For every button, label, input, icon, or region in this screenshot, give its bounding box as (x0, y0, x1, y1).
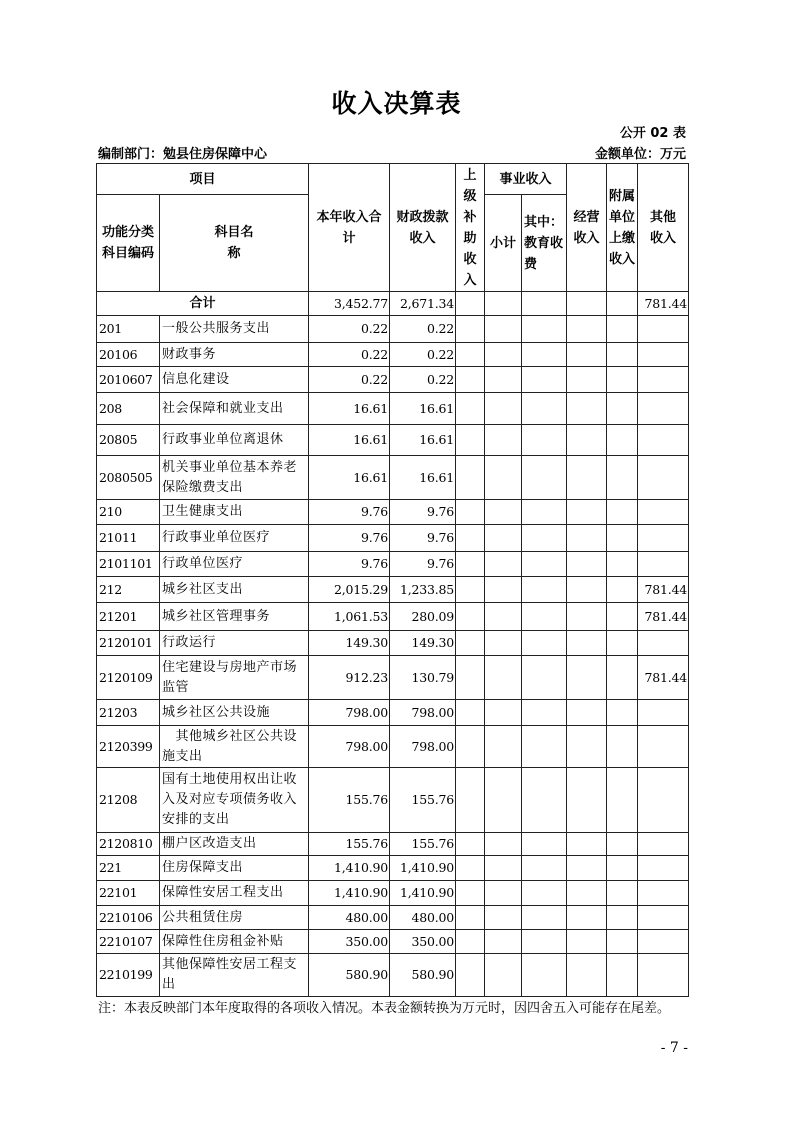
operating-amount (567, 906, 607, 930)
education-fee (522, 856, 567, 881)
business-subtotal (485, 500, 522, 525)
page-number: - 7 - (660, 1040, 688, 1056)
subject-name: 国有土地使用权出让收入及对应专项债务收入安排的支出 (160, 768, 309, 833)
total-amount: 1,061.53 (309, 603, 390, 631)
fiscal-amount: 9.76 (390, 500, 456, 525)
subject-code: 2010607 (97, 367, 160, 393)
affiliated-amount (607, 856, 638, 881)
total-amount: 912.23 (309, 656, 390, 700)
education-fee (522, 316, 567, 343)
operating-amount (567, 768, 607, 833)
superior-amount (456, 425, 485, 456)
subject-name: 公共租赁住房 (160, 906, 309, 930)
other-amount (638, 833, 689, 856)
affiliated-amount (607, 500, 638, 525)
other-amount (638, 768, 689, 833)
table-row (97, 954, 689, 997)
other-amount (638, 954, 689, 997)
education-fee (522, 525, 567, 552)
business-subtotal (485, 393, 522, 425)
business-subtotal (485, 316, 522, 343)
superior-amount (456, 700, 485, 726)
other-amount (638, 856, 689, 881)
business-subtotal (485, 700, 522, 726)
superior-amount (456, 856, 485, 881)
affiliated-amount (607, 656, 638, 700)
header-affiliated: 附属单位上缴收入 (607, 164, 638, 292)
total-amount: 9.76 (309, 552, 390, 577)
total-amount: 1,410.90 (309, 856, 390, 881)
table-row (97, 856, 689, 881)
education-fee (522, 656, 567, 700)
total-fiscal: 2,671.34 (390, 292, 456, 316)
subject-code: 2120399 (97, 726, 160, 768)
business-subtotal (485, 856, 522, 881)
fiscal-amount: 1,410.90 (390, 881, 456, 906)
other-amount (638, 393, 689, 425)
total-amount: 480.00 (309, 906, 390, 930)
department-label: 编制部门：勉县住房保障中心 (98, 147, 268, 162)
business-subtotal (485, 367, 522, 393)
superior-amount (456, 726, 485, 768)
other-amount (638, 930, 689, 954)
total-amount: 9.76 (309, 500, 390, 525)
operating-amount (567, 577, 607, 603)
total-amount: 16.61 (309, 456, 390, 500)
other-amount (638, 425, 689, 456)
operating-amount (567, 631, 607, 656)
header-name: 科目名称 (160, 195, 309, 292)
subject-code: 21201 (97, 603, 160, 631)
superior-amount (456, 456, 485, 500)
table-row (97, 393, 689, 425)
fiscal-amount: 350.00 (390, 930, 456, 954)
operating-amount (567, 367, 607, 393)
table-row (97, 343, 689, 367)
subject-code: 20106 (97, 343, 160, 367)
education-fee (522, 930, 567, 954)
other-amount (638, 367, 689, 393)
operating-amount (567, 316, 607, 343)
header-business: 事业收入 (485, 164, 567, 195)
fiscal-amount: 480.00 (390, 906, 456, 930)
header-fiscal: 财政拨款收入 (390, 164, 456, 292)
fiscal-amount: 0.22 (390, 367, 456, 393)
education-fee (522, 726, 567, 768)
subject-name: 行政事业单位离退休 (160, 425, 309, 456)
operating-amount (567, 500, 607, 525)
table-row (97, 700, 689, 726)
education-fee (522, 500, 567, 525)
operating-amount (567, 833, 607, 856)
superior-amount (456, 316, 485, 343)
superior-amount (456, 768, 485, 833)
education-fee (522, 954, 567, 997)
fiscal-amount: 9.76 (390, 552, 456, 577)
total-row (97, 292, 689, 316)
affiliated-amount (607, 343, 638, 367)
subject-code: 208 (97, 393, 160, 425)
affiliated-amount (607, 930, 638, 954)
education-fee (522, 393, 567, 425)
table-row (97, 930, 689, 954)
operating-amount (567, 656, 607, 700)
subject-name: 城乡社区公共设施 (160, 700, 309, 726)
subject-name: 行政事业单位医疗 (160, 525, 309, 552)
fiscal-amount: 155.76 (390, 768, 456, 833)
operating-amount (567, 525, 607, 552)
superior-amount (456, 631, 485, 656)
business-subtotal (485, 456, 522, 500)
fiscal-amount: 16.61 (390, 425, 456, 456)
education-fee (522, 456, 567, 500)
total-amount: 2,015.29 (309, 577, 390, 603)
table-row (97, 906, 689, 930)
table-row (97, 768, 689, 833)
subject-code: 2210107 (97, 930, 160, 954)
total-amount: 1,410.90 (309, 881, 390, 906)
table-row (97, 577, 689, 603)
other-amount (638, 726, 689, 768)
education-fee (522, 906, 567, 930)
total-label: 合计 (97, 292, 309, 316)
education-fee (522, 833, 567, 856)
fiscal-amount: 1,233.85 (390, 577, 456, 603)
superior-amount (456, 881, 485, 906)
other-amount (638, 525, 689, 552)
affiliated-amount (607, 906, 638, 930)
total-amount: 155.76 (309, 768, 390, 833)
table-row (97, 552, 689, 577)
superior-amount (456, 367, 485, 393)
affiliated-amount (607, 525, 638, 552)
header-other: 其他收入 (638, 164, 689, 292)
subject-code: 21011 (97, 525, 160, 552)
subject-name: 一般公共服务支出 (160, 316, 309, 343)
total-amount: 580.90 (309, 954, 390, 997)
table-row (97, 656, 689, 700)
subject-name: 社会保障和就业支出 (160, 393, 309, 425)
affiliated-amount (607, 726, 638, 768)
total-amount: 149.30 (309, 631, 390, 656)
operating-amount (567, 954, 607, 997)
total-amount: 0.22 (309, 343, 390, 367)
fiscal-amount: 149.30 (390, 631, 456, 656)
education-fee (522, 631, 567, 656)
superior-amount (456, 930, 485, 954)
subject-code: 2210106 (97, 906, 160, 930)
table-row (97, 603, 689, 631)
affiliated-amount (607, 425, 638, 456)
total-amount: 9.76 (309, 525, 390, 552)
affiliated-amount (607, 833, 638, 856)
header-operating: 经营收入 (567, 164, 607, 292)
other-amount (638, 343, 689, 367)
business-subtotal (485, 603, 522, 631)
total-amount: 155.76 (309, 833, 390, 856)
subject-code: 212 (97, 577, 160, 603)
business-subtotal (485, 726, 522, 768)
education-fee (522, 881, 567, 906)
education-fee (522, 343, 567, 367)
business-subtotal (485, 631, 522, 656)
fiscal-amount: 280.09 (390, 603, 456, 631)
superior-amount (456, 343, 485, 367)
affiliated-amount (607, 316, 638, 343)
business-subtotal (485, 425, 522, 456)
affiliated-amount (607, 631, 638, 656)
operating-amount (567, 603, 607, 631)
fiscal-amount: 155.76 (390, 833, 456, 856)
education-fee (522, 700, 567, 726)
subject-name: 城乡社区支出 (160, 577, 309, 603)
business-subtotal (485, 930, 522, 954)
affiliated-amount (607, 552, 638, 577)
operating-amount (567, 425, 607, 456)
table-row (97, 316, 689, 343)
table-row (97, 881, 689, 906)
subject-name: 行政单位医疗 (160, 552, 309, 577)
subject-code: 20805 (97, 425, 160, 456)
other-amount: 781.44 (638, 603, 689, 631)
education-fee (522, 425, 567, 456)
business-subtotal (485, 552, 522, 577)
subject-code: 2120109 (97, 656, 160, 700)
subject-code: 2120810 (97, 833, 160, 856)
header-subtotal: 小计 (485, 195, 522, 292)
other-amount (638, 700, 689, 726)
total-affiliated (607, 292, 638, 316)
fiscal-amount: 798.00 (390, 700, 456, 726)
affiliated-amount (607, 393, 638, 425)
fiscal-amount: 798.00 (390, 726, 456, 768)
operating-amount (567, 343, 607, 367)
operating-amount (567, 726, 607, 768)
affiliated-amount (607, 367, 638, 393)
total-other: 781.44 (638, 292, 689, 316)
superior-amount (456, 603, 485, 631)
affiliated-amount (607, 456, 638, 500)
operating-amount (567, 930, 607, 954)
fiscal-amount: 0.22 (390, 316, 456, 343)
fiscal-amount: 16.61 (390, 456, 456, 500)
total-amount: 798.00 (309, 700, 390, 726)
subject-name: 保障性住房租金补贴 (160, 930, 309, 954)
subject-code: 210 (97, 500, 160, 525)
page-title: 收入决算表 (331, 89, 462, 118)
education-fee (522, 552, 567, 577)
operating-amount (567, 456, 607, 500)
header-code: 功能分类科目编码 (97, 195, 160, 292)
superior-amount (456, 954, 485, 997)
other-amount (638, 631, 689, 656)
subject-code: 22101 (97, 881, 160, 906)
total-superior (456, 292, 485, 316)
other-amount (638, 906, 689, 930)
affiliated-amount (607, 577, 638, 603)
operating-amount (567, 881, 607, 906)
subject-code: 2101101 (97, 552, 160, 577)
business-subtotal (485, 768, 522, 833)
subject-code: 221 (97, 856, 160, 881)
superior-amount (456, 525, 485, 552)
subject-name: 城乡社区管理事务 (160, 603, 309, 631)
header-item: 项目 (97, 164, 309, 195)
fiscal-amount: 130.79 (390, 656, 456, 700)
subject-name: 住房保障支出 (160, 856, 309, 881)
fiscal-amount: 580.90 (390, 954, 456, 997)
subject-name: 行政运行 (160, 631, 309, 656)
subject-code: 201 (97, 316, 160, 343)
income-final-accounts-table (96, 163, 689, 997)
operating-amount (567, 856, 607, 881)
subject-code: 2080505 (97, 456, 160, 500)
subject-name: 其他保障性安居工程支出 (160, 954, 309, 997)
business-subtotal (485, 833, 522, 856)
business-subtotal (485, 577, 522, 603)
business-subtotal (485, 656, 522, 700)
education-fee (522, 603, 567, 631)
business-subtotal (485, 525, 522, 552)
other-amount (638, 500, 689, 525)
subject-name: 机关事业单位基本养老保险缴费支出 (160, 456, 309, 500)
affiliated-amount (607, 881, 638, 906)
total-education (522, 292, 567, 316)
subject-name: 保障性安居工程支出 (160, 881, 309, 906)
affiliated-amount (607, 954, 638, 997)
total-amount: 16.61 (309, 393, 390, 425)
table-row (97, 833, 689, 856)
subject-code: 2210199 (97, 954, 160, 997)
table-row (97, 726, 689, 768)
other-amount: 781.44 (638, 656, 689, 700)
fiscal-amount: 1,410.90 (390, 856, 456, 881)
header-total: 本年收入合计 (309, 164, 390, 292)
header-superior: 上级补助收入 (456, 164, 485, 292)
total-amount: 0.22 (309, 316, 390, 343)
subject-code: 21203 (97, 700, 160, 726)
subject-name: 财政事务 (160, 343, 309, 367)
superior-amount (456, 577, 485, 603)
fiscal-amount: 9.76 (390, 525, 456, 552)
subject-name: 卫生健康支出 (160, 500, 309, 525)
business-subtotal (485, 906, 522, 930)
subject-name: 住宅建设与房地产市场监管 (160, 656, 309, 700)
other-amount (638, 316, 689, 343)
subject-code: 21208 (97, 768, 160, 833)
superior-amount (456, 656, 485, 700)
total-amount: 350.00 (309, 930, 390, 954)
total-amount: 0.22 (309, 367, 390, 393)
superior-amount (456, 833, 485, 856)
education-fee (522, 577, 567, 603)
subject-name: 信息化建设 (160, 367, 309, 393)
operating-amount (567, 552, 607, 577)
table-row (97, 367, 689, 393)
superior-amount (456, 500, 485, 525)
superior-amount (456, 552, 485, 577)
amount-unit-label: 金额单位：万元 (594, 147, 686, 162)
subject-name: 棚户区改造支出 (160, 833, 309, 856)
table-row (97, 456, 689, 500)
business-subtotal (485, 881, 522, 906)
total-amount: 3,452.77 (309, 292, 390, 316)
table-row (97, 425, 689, 456)
affiliated-amount (607, 700, 638, 726)
other-amount (638, 881, 689, 906)
total-amount: 16.61 (309, 425, 390, 456)
other-amount (638, 552, 689, 577)
affiliated-amount (607, 603, 638, 631)
business-subtotal (485, 954, 522, 997)
table-number: 公开 02 表 (619, 126, 686, 141)
fiscal-amount: 0.22 (390, 343, 456, 367)
total-subtotal (485, 292, 522, 316)
table-row (97, 525, 689, 552)
other-amount: 781.44 (638, 577, 689, 603)
other-amount (638, 456, 689, 500)
table-row (97, 500, 689, 525)
total-operating (567, 292, 607, 316)
education-fee (522, 367, 567, 393)
total-amount: 798.00 (309, 726, 390, 768)
header-education: 其中：教育收费 (522, 195, 567, 292)
business-subtotal (485, 343, 522, 367)
superior-amount (456, 906, 485, 930)
affiliated-amount (607, 768, 638, 833)
subject-name: 其他城乡社区公共设施支出 (160, 726, 309, 768)
footnote: 注：本表反映部门本年度取得的各项收入情况。本表金额转换为万元时，因四舍五入可能存在尾差。 (98, 1001, 671, 1016)
fiscal-amount: 16.61 (390, 393, 456, 425)
operating-amount (567, 700, 607, 726)
subject-code: 2120101 (97, 631, 160, 656)
table-row (97, 631, 689, 656)
operating-amount (567, 393, 607, 425)
education-fee (522, 768, 567, 833)
superior-amount (456, 393, 485, 425)
